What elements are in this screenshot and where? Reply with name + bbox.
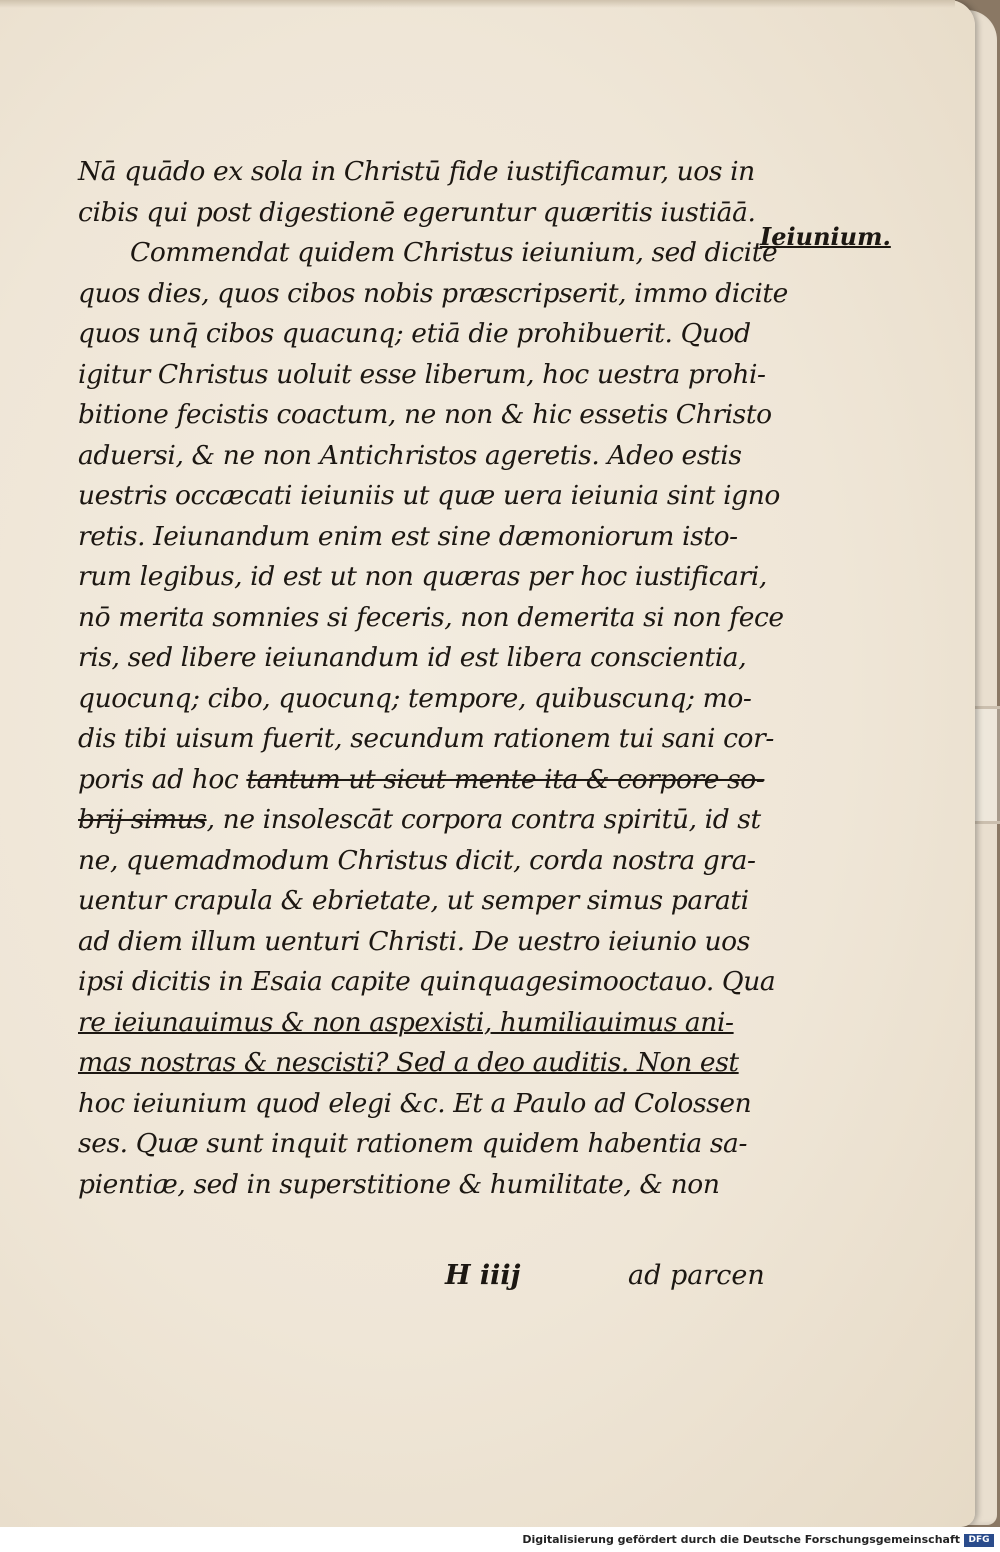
text-line-underlined: re ieiunauimus & non aspexisti, humiliauimus ani- xyxy=(78,1006,734,1038)
text-line: hoc ieiunium quod elegi &c. Et a Paulo ad Colossen xyxy=(78,1087,752,1119)
signature-mark: H iiij xyxy=(445,1260,521,1291)
text-line-struck: poris ad hoc tantum ut sicut mente ita & corpore so- xyxy=(78,763,765,795)
text-line: uentur crapula & ebrietate, ut semper simus parati xyxy=(78,885,749,916)
text-line: pientiæ, sed in superstitione & humilitate, & non xyxy=(78,1168,720,1200)
text-line-underlined: mas nostras & nescisti? Sed a deo auditis. Non est xyxy=(78,1047,739,1078)
catchword: ad parcen xyxy=(628,1260,765,1291)
ink-smudge xyxy=(92,1270,172,1284)
text-line: bitione fecistis coactum, ne non & hic essetis Christo xyxy=(78,399,772,430)
text-line: quos dies, quos cibos nobis præscripserit, immo dicite xyxy=(78,277,788,309)
text-line: ris, sed libere ieiunandum id est libera conscientia, xyxy=(78,642,747,673)
text-line: dis tibi uisum fuerit, secundum rationem tui sani cor- xyxy=(78,723,774,754)
text-line: aduersi, & ne non Antichristos ageretis. Adeo estis xyxy=(78,439,742,471)
struck-phrase: tantum ut sicut mente ita & corpore so- xyxy=(246,763,765,795)
text-line: ne, quemadmodum Christus dicit, corda nostra gra- xyxy=(78,844,756,876)
page-top-edge xyxy=(0,0,955,8)
text-line: ipsi dicitis in Esaia capite quinquagesimooctauo. Qua xyxy=(78,966,776,997)
text-line: rum legibus, id est ut non quæras per hoc iustificari, xyxy=(78,561,767,592)
text-line: nō merita somnies si feceris, non demerita si non fece xyxy=(78,601,784,633)
text-line: cibis qui post digestionē egeruntur quæritis iustiāā. xyxy=(78,196,756,228)
text-line-struck: brij simus, ne insolescāt corpora contra spiritū, id st xyxy=(78,804,761,835)
dfg-logo: DFG xyxy=(964,1534,994,1547)
text-line: uestris occæcati ieiuniis ut quæ uera ieiunia sint igno xyxy=(78,480,780,511)
text-line: Commendat quidem Christus ieiunium, sed dicite xyxy=(130,237,778,268)
text-line: igitur Christus uoluit esse liberum, hoc uestra prohi- xyxy=(78,358,766,390)
struck-phrase: brij simus xyxy=(78,804,207,835)
main-text-block xyxy=(78,152,788,1205)
text-line: quocunq; cibo, quocunq; tempore, quibuscunq; mo- xyxy=(78,682,752,714)
text-line: retis. Ieiunandum enim est sine dæmoniorum isto- xyxy=(78,520,738,552)
text-line: ses. Quæ sunt inquit rationem quidem habentia sa- xyxy=(78,1128,748,1159)
text-line: Nā quādo ex sola in Christū fide iustificamur, uos in xyxy=(78,156,755,187)
digitization-credit: Digitalisierung gefördert durch die Deutsche Forschungsgemeinschaft xyxy=(522,1533,960,1546)
marginal-note: Ieiunium. xyxy=(760,222,891,251)
text-line: ad diem illum uenturi Christi. De uestro ieiunio uos xyxy=(78,925,750,957)
text-line: quos unq̄ cibos quacunq; etiā die prohibuerit. Quod xyxy=(78,318,751,349)
